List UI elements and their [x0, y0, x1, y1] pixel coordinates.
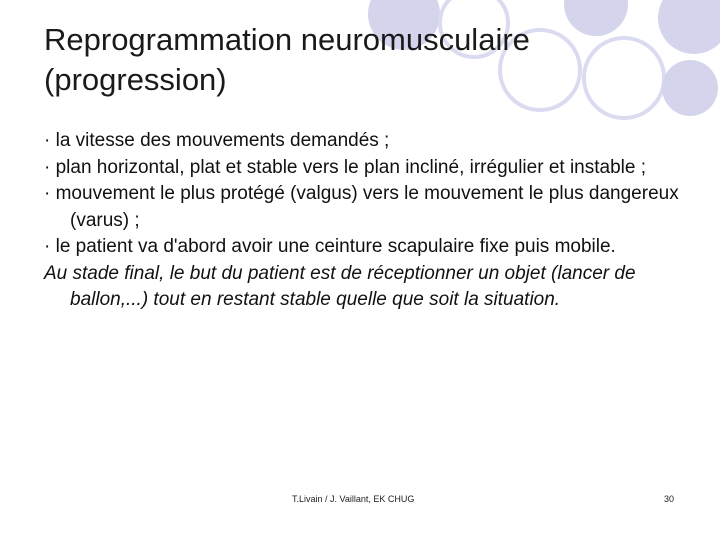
bullet-shoulder-girdle: · le patient va d'abord avoir une ceinture scapulaire fixe puis mobile.	[44, 236, 616, 257]
bullet-speed: · la vitesse des mouvements demandés ;	[44, 130, 390, 151]
slide-body	[44, 128, 684, 314]
page-number: 30	[664, 494, 675, 504]
circle-filled-4	[662, 60, 718, 116]
slide-title-line-1: Reprogrammation neuromusculaire	[44, 22, 530, 57]
slide-title	[44, 20, 604, 100]
slide-title-line-2: (progression)	[44, 62, 227, 97]
bullet-surface: · plan horizontal, plat et stable vers le plan incliné, irrégulier et instable ;	[44, 156, 646, 178]
bullet-movement: · mouvement le plus protégé (valgus) vers le mouvement le plus dangereux (varus) ;	[44, 183, 679, 231]
conclusion-paragraph: Au stade final, le but du patient est de réceptionner un objet (lancer de ballon,...) tout en restant stable quelle que soit la situation.	[44, 262, 636, 310]
circle-filled-3	[658, 0, 720, 54]
footer-credit: T.Livain / J. Vaillant, EK CHUG	[292, 494, 415, 504]
